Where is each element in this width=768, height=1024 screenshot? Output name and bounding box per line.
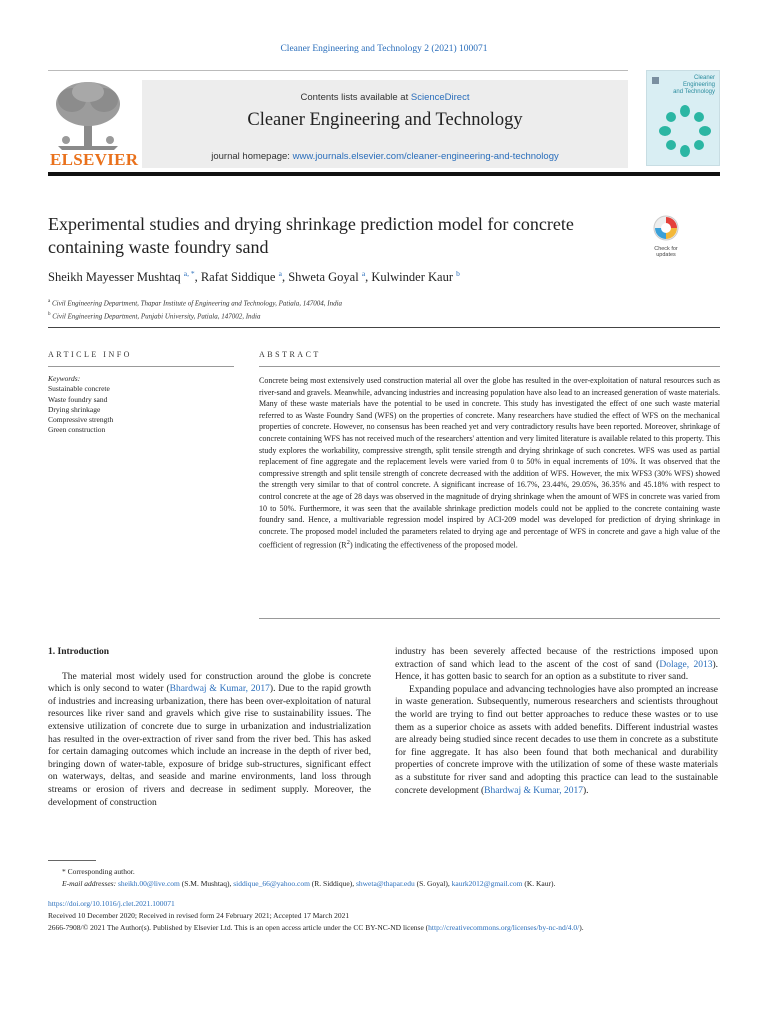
- author-affiliation-marker[interactable]: b: [456, 269, 460, 278]
- body-text: ). Hence, it has gotten basic to search for an option as a substitute to river sand.: [395, 659, 718, 683]
- email-link[interactable]: kaurk2012@gmail.com: [451, 879, 523, 888]
- body-text: ).: [582, 785, 589, 796]
- email-owner: (S.M. Mushtaq),: [179, 879, 234, 888]
- publisher-wordmark: ELSEVIER: [50, 150, 139, 169]
- body-text: Expanding populace and advancing technologies have also prompted an increase in waste generation. Subsequently, numerous researchers and scientists throughout the world are trying to find out better approaches to reduce these wastes or to use them as a superior choice as assets with added benefits. Different industrial wastes are already being studied since recent decades to use them in concrete as a substitute for fine aggregate. It has also been found that both mechanical and durability properties of concrete improve with the utilization of some of these waste materials as a substitute for river sand and adopting this practice can lead to the sustainable concrete development (: [395, 684, 718, 796]
- keyword-item: Compressive strength: [48, 415, 114, 425]
- check-for-updates-badge[interactable]: [646, 215, 686, 258]
- affiliation-marker: b: [48, 312, 51, 318]
- sciencedirect-link[interactable]: ScienceDirect: [410, 92, 470, 103]
- affiliation-line: [48, 309, 720, 322]
- cover-title-line-1: Cleaner: [693, 75, 715, 81]
- license-statement: [48, 922, 720, 934]
- author-name: Shweta Goyal: [288, 270, 359, 285]
- article-title: Experimental studies and drying shrinkage prediction model for concrete containing waste foundry sand: [48, 214, 574, 257]
- abstract-body-end: ) indicating the effectiveness of the proposed model.: [349, 540, 518, 550]
- author-separator: ,: [281, 270, 289, 285]
- body-column-left: [48, 646, 371, 809]
- contents-prefix: Contents lists available at: [300, 92, 411, 103]
- email-link[interactable]: siddique_66@yahoo.com: [233, 879, 310, 888]
- license-link[interactable]: http://creativecommons.org/licenses/by-nc-nd/4.0/: [428, 923, 580, 932]
- abstract-body: Concrete being most extensively used construction material all over the globe has resulted in the over-exploitation of natural resources such as river-sand and gravels. Meanwhile, advancing industries and increasing population have also lead to an increased generation of waste materials. Many of these waste materials have the potential to be used in concrete. This study has investigated the effect of one such waste material referred to as Waste Foundry Sand (WFS) on the properties of concrete. Many researchers have studied the effect of WFS on the mechanical properties of concrete. However, no consensus has been reached yet and very contradictory results have been reported. Moreover, shrinkage of concrete containing WFS has not received much of the researchers' attention and very limited literature is available related to this property. This study explores the workability, compressive strength, split tensile strength and drying shrinkage of such concretes. WFS was used as partial replacement of fine aggregate and the replacement levels were varied from 0 to 50% in equal increments of 10%. It was observed that the compressive strength and split tensile strength of concrete decreased with the addition of WFS. However, the mix WFS3 (30% WFS) showed the strength very similar to that of control concrete. A significant increase of 16.7%, 23.44%, 29.05%, 36.35% and 45.18% with respect to control concrete at the age of 28 days was observed in the magnitude of drying shrinkage when the amount of WFS in concrete was varied from 10 to 50%. Furthermore, it was seen that the available shrinkage prediction models could not be applied to the concrete containing waste foundry sand. Hence, a multivariable regression model inspired by ACI-209 model was developed for prediction of drying shrinkage in concrete. The proposed model included the parameters related to drying age and percentage of WFS in concrete and gave a high value of the coefficient of regression (R: [259, 376, 720, 550]
- license-text-end: ).: [579, 923, 584, 932]
- body-paragraph: [395, 646, 718, 684]
- cover-ring-icon: [659, 105, 711, 157]
- affiliation-text: Civil Engineering Department, Thapar Institute of Engineering and Technology, Patiala, 147004, India: [51, 299, 343, 308]
- body-text: industry has been severely affected because of the restrictions imposed upon extraction of sand which lead to the ascent of the cost of sand (: [395, 647, 718, 670]
- journal-citation[interactable]: Cleaner Engineering and Technology 2 (2021) 100071: [280, 44, 488, 54]
- received-dates: Received 10 December 2020; Received in revised form 24 February 2021; Accepted 17 March 2021: [48, 911, 350, 920]
- header-divider: [48, 327, 720, 328]
- footnote-rule: [48, 860, 96, 861]
- affiliation-text: Civil Engineering Department, Punjabi University, Patiala, 147002, India: [52, 312, 261, 321]
- body-text: ). Due to the rapid growth of industries and increasing urbanization, there has been over-exploitation of natural resources like river sand and gravels which give rise to sustainability issues. The extensive utilization of concrete due to surge in urbanization and industrialization has resulted in the over-extraction of river sand from the river bed. This has asked for certain damaging outcomes which include an increase in the depth of river bed, bringing down of water-table, exposure of bridge sub-structures, significant effect on waterways, deltas, and seaside and marine environments, land loss through streams or erosion of rivers and decrease in sediment supply. Moreover, the development of construction: [48, 684, 371, 808]
- keyword-item: Sustainable concrete: [48, 384, 110, 394]
- author-affiliation-marker[interactable]: a, *: [183, 269, 195, 278]
- article-info-heading: ARTICLE INFO: [48, 350, 132, 359]
- affiliation-line: [48, 296, 720, 309]
- footnotes: [48, 866, 720, 890]
- masthead-top-rule: [48, 70, 628, 71]
- email-label: E-mail addresses:: [62, 879, 118, 888]
- cover-title-line-3: and Technology: [673, 89, 715, 95]
- masthead: [48, 70, 720, 174]
- crossmark-label-line-1: Check for: [654, 246, 678, 252]
- crossmark-label: [646, 246, 686, 258]
- abstract-top-rule: [259, 366, 720, 367]
- author-separator: ,: [194, 270, 201, 285]
- author-affiliation-marker[interactable]: a: [361, 269, 366, 278]
- body-text: The material most widely used for construction around the globe is concrete which is only second to water (: [48, 671, 371, 695]
- section-heading-introduction: 1. Introduction: [48, 647, 110, 657]
- email-link[interactable]: shweta@thapar.edu: [355, 879, 415, 888]
- email-owner: (K. Kaur).: [522, 879, 556, 888]
- author-affiliation-marker[interactable]: a: [278, 269, 282, 278]
- article-info-rule: [48, 366, 234, 367]
- email-owner: (R. Siddique),: [309, 879, 356, 888]
- abstract-text: [259, 375, 720, 552]
- author-separator: ,: [365, 270, 372, 285]
- cover-title-line-2: Engineering: [682, 82, 715, 88]
- body-column-right: [395, 646, 718, 797]
- keyword-item: Green construction: [48, 425, 106, 435]
- journal-homepage-link[interactable]: www.journals.elsevier.com/cleaner-engineering-and-technology: [292, 151, 559, 162]
- reference-link[interactable]: Bhardwaj & Kumar, 2017: [169, 684, 270, 695]
- crossmark-icon: [646, 215, 686, 241]
- affiliations: [48, 296, 720, 323]
- homepage-label: journal homepage:: [211, 151, 293, 162]
- author-list: [48, 269, 648, 285]
- affiliation-marker: a: [48, 299, 51, 304]
- body-paragraph: [395, 684, 718, 797]
- keyword-item: Drying shrinkage: [48, 404, 101, 414]
- cover-title: [673, 75, 715, 96]
- body-paragraph: [48, 671, 371, 810]
- abstract-bottom-rule: [259, 618, 720, 619]
- contents-line: [142, 92, 628, 103]
- keywords-block: [48, 374, 234, 436]
- doi-block: [48, 898, 720, 934]
- email-owner: (S. Goyal),: [414, 879, 452, 888]
- masthead-bottom-rule: [48, 172, 720, 176]
- cover-publisher-mark-icon: [652, 77, 659, 84]
- reference-link[interactable]: Dolage, 2013: [659, 659, 713, 670]
- reference-link[interactable]: Bhardwaj & Kumar, 2017: [484, 785, 583, 796]
- journal-title: Cleaner Engineering and Technology: [247, 110, 523, 130]
- email-addresses: [48, 878, 720, 890]
- license-text: 2666-7908/© 2021 The Author(s). Published by Elsevier Ltd. This is an open access article under the CC BY-NC-ND license (: [48, 923, 429, 932]
- keyword-item: Waste foundry sand: [48, 394, 108, 404]
- journal-cover-thumbnail[interactable]: [646, 70, 720, 166]
- journal-band: [142, 80, 628, 168]
- email-link[interactable]: sheikh.00@live.com: [117, 879, 180, 888]
- author-name: Rafat Siddique: [200, 270, 276, 285]
- author-name: Kulwinder Kaur: [371, 270, 453, 285]
- corresponding-author-note: * Corresponding author.: [62, 867, 135, 876]
- crossmark-label-line-2: updates: [656, 252, 676, 258]
- author-name: Sheikh Mayesser Mushtaq: [48, 270, 181, 285]
- keywords-label: Keywords:: [48, 374, 81, 383]
- abstract-heading: ABSTRACT: [259, 350, 321, 359]
- doi-link[interactable]: https://doi.org/10.1016/j.clet.2021.100071: [48, 899, 175, 908]
- homepage-line: [142, 151, 628, 162]
- abstract-superscript: 2: [346, 539, 350, 547]
